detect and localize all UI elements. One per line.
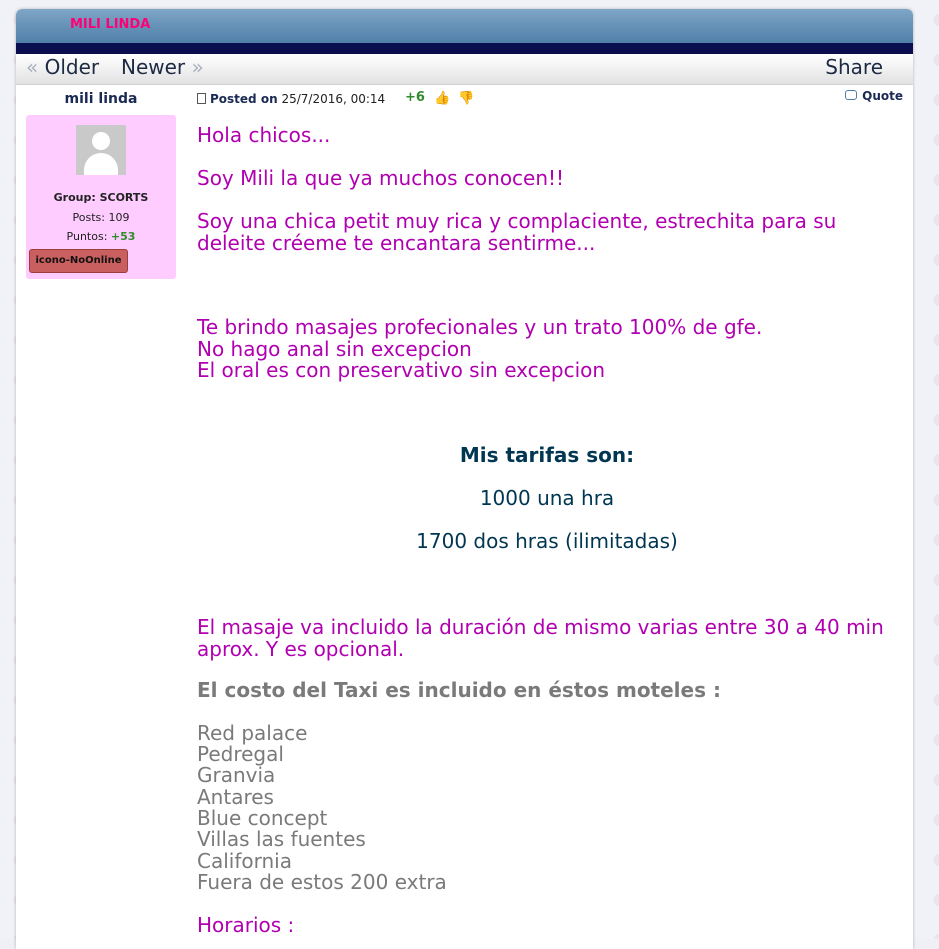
motel-item: Antares [197, 785, 274, 809]
thumbs-up-icon[interactable]: 👍 [434, 91, 451, 106]
online-status-badge: icono-NoOnline [29, 249, 128, 273]
motel-item: Granvia [197, 763, 276, 787]
reputation-count: +6 [405, 90, 425, 105]
post-line: El oral es con preservativo sin excepcion [197, 358, 606, 382]
post-line: Te brindo masajes profecionales y un trato 100% de gfe. [197, 315, 763, 339]
prev-arrow-icon: « [26, 55, 39, 79]
user-points [26, 230, 176, 243]
topic-header [16, 9, 913, 43]
post-line: Soy una chica petit muy rica y complaciente, estrechita para su deleite créeme te encantara sentirme... [197, 209, 837, 255]
topic-title: MILI LINDA [70, 17, 151, 32]
user-panel [26, 115, 176, 279]
post-line: Hola chicos... [197, 123, 331, 147]
older-label: Older [44, 55, 100, 79]
topic-navbar [16, 54, 913, 85]
rate-line: 1000 una hra [479, 486, 615, 510]
posted-label: Posted on [210, 92, 278, 106]
rates-heading: Mis tarifas son: [459, 443, 635, 467]
rate-line: 1700 dos hras (ilimitadas) [416, 529, 678, 553]
motel-item: Blue concept [197, 806, 328, 830]
newer-label: Newer [121, 55, 186, 79]
post-line: Horarios : [197, 913, 295, 937]
quote-button[interactable] [845, 89, 903, 103]
post-date: 25/7/2016, 00:14 [281, 92, 386, 106]
user-posts: Posts: 109 [72, 211, 130, 224]
post-container [16, 9, 913, 949]
motel-item: Pedregal [197, 742, 284, 766]
speech-bubble-icon [845, 90, 857, 100]
motel-item: California [197, 849, 292, 873]
user-group: Group: SCORTS [53, 191, 149, 204]
thumbs-down-icon[interactable]: 👎 [458, 91, 475, 106]
post-meta [197, 92, 385, 106]
motel-item: Fuera de estos 200 extra [197, 870, 447, 894]
points-value: +53 [110, 230, 136, 243]
default-avatar-icon[interactable] [76, 125, 126, 175]
post-line: No hago anal sin excepcion [197, 337, 472, 361]
newer-link[interactable] [121, 55, 204, 79]
next-arrow-icon: » [191, 55, 204, 79]
points-label: Puntos: [66, 230, 108, 243]
quote-label: Quote [862, 89, 903, 103]
motels-heading: El costo del Taxi es incluido en éstos moteles : [197, 678, 721, 702]
older-link[interactable] [26, 55, 99, 79]
post-line: Soy Mili la que ya muchos conocen!! [197, 166, 565, 190]
header-strip [16, 43, 913, 54]
username[interactable]: mili linda [64, 91, 138, 107]
share-link[interactable]: Share [825, 55, 883, 79]
motel-item: Villas las fuentes [197, 827, 366, 851]
document-icon [197, 93, 206, 104]
post-line: El masaje va incluido la duración de mismo varias entre 30 a 40 min aprox. Y es opcional. [197, 615, 884, 661]
motel-item: Red palace [197, 721, 308, 745]
